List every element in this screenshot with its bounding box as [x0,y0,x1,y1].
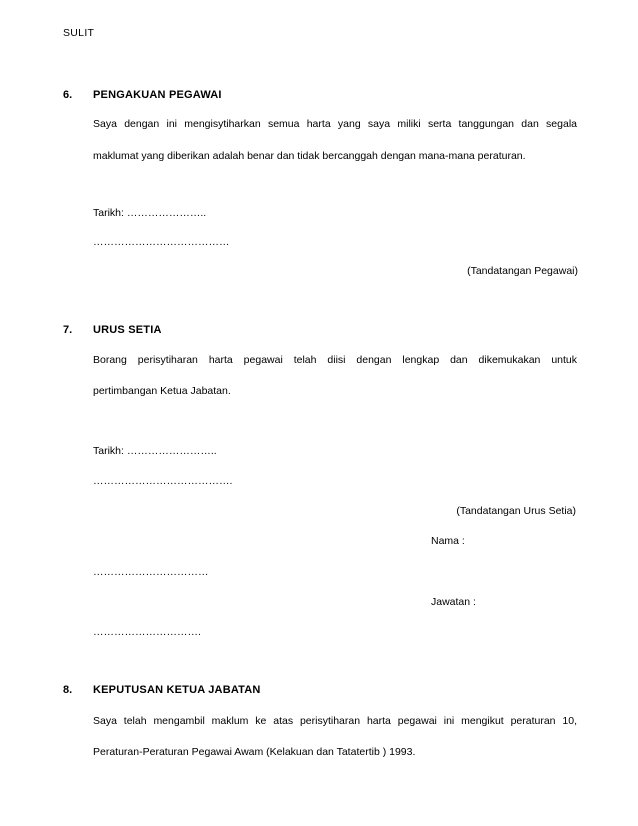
section-8-text-line-2: Peraturan-Peraturan Pegawai Awam (Kelakuan dan Tatatertib ) 1993. [93,746,416,758]
section-7-text-line-1: Borang perisytiharan harta pegawai telah diisi dengan lengkap dan dikemukakan untuk [93,354,577,366]
classification-label: SULIT [63,27,95,39]
section-8-title: KEPUTUSAN KETUA JABATAN [93,684,261,696]
section-6-text-line-1: Saya dengan ini mengisytiharkan semua harta yang saya miliki serta tanggungan dan segala [93,118,577,130]
section-7-signature-caption: (Tandatangan Urus Setia) [456,505,576,517]
section-7-position-line: …………………………. [93,626,201,638]
section-7-title: URUS SETIA [93,324,162,336]
section-6-title: PENGAKUAN PEGAWAI [93,89,222,101]
section-6-signature-line: ………………………………… [93,236,230,248]
section-7-date-field: Tarikh: …………………….. [93,445,217,457]
section-8-number: 8. [63,684,73,696]
section-7-text-line-2: pertimbangan Ketua Jabatan. [93,385,231,397]
section-8-text-line-1: Saya telah mengambil maklum ke atas perisytiharan harta pegawai ini mengikut peraturan 10, [93,715,577,727]
section-7-number: 7. [63,324,73,336]
section-7-signature-line: …………………………………. [93,475,233,487]
section-7-position-label: Jawatan : [431,596,476,608]
section-6-number: 6. [63,89,73,101]
section-7-name-line: …………………………… [93,566,209,578]
section-7-name-label: Nama : [431,535,465,547]
section-6-signature-caption: (Tandatangan Pegawai) [467,265,578,277]
section-6-date-field: Tarikh: ………………….. [93,207,207,219]
section-6-text-line-2: maklumat yang diberikan adalah benar dan tidak bercanggah dengan mana-mana peraturan. [93,150,526,162]
